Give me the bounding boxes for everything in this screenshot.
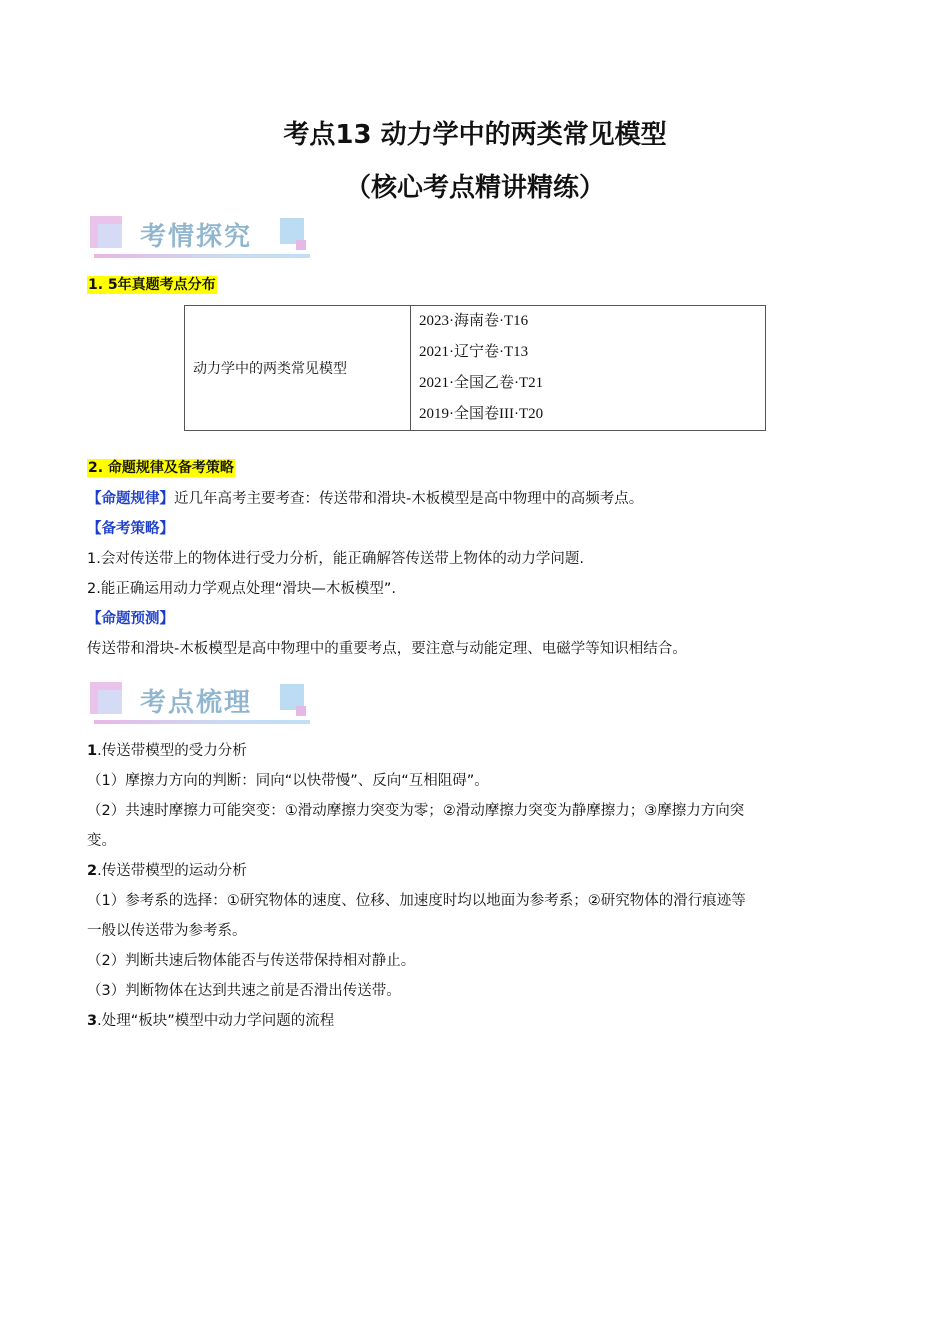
forecast-heading	[87, 604, 867, 634]
point-item-continued: 一般以传送带为参考系。	[87, 923, 247, 939]
point-number: 1	[87, 743, 98, 759]
banner-label: 考情探究	[140, 222, 253, 252]
banner-decor-square	[296, 240, 306, 250]
page-title: 考点13 动力学中的两类常见模型	[283, 120, 667, 150]
point-title: .处理“板块”模型中动力学问题的流程	[97, 1013, 335, 1029]
banner-decor-square	[98, 690, 122, 714]
point-heading	[87, 1006, 867, 1036]
point-item: （3）判断物体在达到共速之前是否滑出传送带。	[87, 983, 401, 999]
point-item-continued: 变。	[87, 833, 116, 849]
banner-label: 考点梳理	[140, 688, 253, 718]
point-title: .传送带模型的受力分析	[97, 743, 247, 759]
point-item: （2）共速时摩擦力可能突变：①滑动摩擦力突变为零；②滑动摩擦力突变为静摩擦力；③摩擦力方向突	[87, 803, 745, 819]
section-heading-distribution: 1. 5年真题考点分布	[88, 277, 216, 293]
exam-ref: 2021·辽宁卷·T13	[419, 344, 529, 360]
point-heading	[87, 856, 867, 886]
page-subtitle: （核心考点精讲精练）	[344, 173, 605, 203]
exam-ref: 2023·海南卷·T16	[419, 313, 529, 329]
forecast-text: 传送带和滑块-木板模型是高中物理中的重要考点，要注意与动能定理、电磁学等知识相结合。	[87, 641, 687, 657]
point-number: 3	[87, 1013, 98, 1029]
rule-tag: 【命题规律】	[87, 491, 174, 507]
point-title: .传送带模型的运动分析	[97, 863, 247, 879]
banner-decor-square	[98, 224, 122, 248]
section-banner-exam-analysis	[90, 216, 312, 262]
section-banner-key-points	[90, 682, 312, 728]
table-cell-refs	[411, 306, 766, 431]
point-number: 2	[87, 863, 98, 879]
point-heading	[87, 736, 867, 766]
rule-paragraph	[87, 484, 867, 514]
section-heading-strategy: 2. 命题规律及备考策略	[88, 460, 234, 476]
table-cell-topic: 动力学中的两类常见模型	[185, 306, 411, 431]
strategy-tag: 【备考策略】	[87, 521, 174, 537]
rule-text: 近几年高考主要考查：传送带和滑块-木板模型是高中物理中的高频考点。	[174, 491, 644, 507]
strategy-item: 1.会对传送带上的物体进行受力分析，能正确解答传送带上物体的动力学问题.	[87, 551, 584, 567]
table-row	[185, 306, 766, 431]
point-item: （2）判断共速后物体能否与传送带保持相对静止。	[87, 953, 416, 969]
forecast-tag: 【命题预测】	[87, 611, 174, 627]
strategy-heading	[87, 514, 867, 544]
strategy-item: 2.能正确运用动力学观点处理“滑块—木板模型”.	[87, 581, 396, 597]
banner-decor-square	[296, 706, 306, 716]
exam-ref: 2021·全国乙卷·T21	[419, 375, 544, 391]
banner-underline	[94, 254, 310, 258]
exam-distribution-table	[184, 305, 766, 431]
exam-ref: 2019·全国卷III·T20	[419, 406, 544, 422]
banner-underline	[94, 720, 310, 724]
point-item: （1）参考系的选择：①研究物体的速度、位移、加速度时均以地面为参考系；②研究物体的滑行痕迹等	[87, 893, 746, 909]
point-item: （1）摩擦力方向的判断：同向“以快带慢”、反向“互相阻碍”。	[87, 773, 489, 789]
